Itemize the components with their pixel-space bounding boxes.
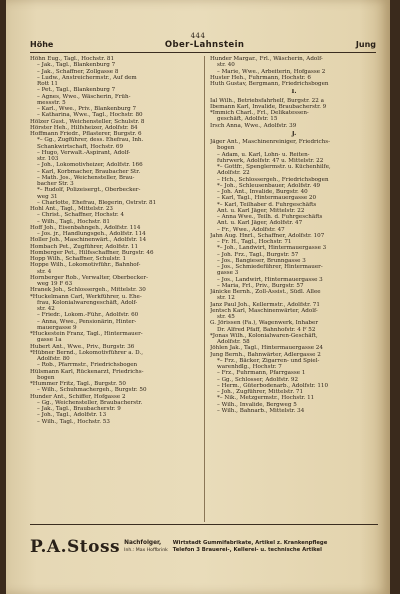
letter-heading: I. (291, 89, 297, 96)
directory-entry: Jentsch Karl, Maschinenwärter, Adolf- (210, 307, 318, 314)
directory-entry: Adolfstr. 22 (217, 170, 250, 177)
directory-entry: – Friedr., Lokom.-Führ., Adolfstr. 60 (37, 312, 139, 319)
directory-entry: Irsch Anna, Wwe., Adolfstr. 39 (210, 122, 297, 129)
directory-entry: str. 45 (217, 314, 235, 320)
directory-entry: *– Gottfr., Spenglermstr. u. Küchenhilfe, (217, 164, 331, 170)
directory-entry: Hunder Ant., Schiffer, Hofgasse 2 (30, 393, 126, 400)
ad-description (173, 540, 328, 554)
directory-entry: Hoffmann Friedr., Pflasterer, Burgstr. 6 (30, 131, 142, 137)
directory-entry: Ant. u. Karl Jäger, Adolfstr. 47 (217, 220, 303, 227)
directory-entry: Hranek Joh., Schlossergeh., Mittelstr. 30 (30, 287, 146, 294)
directory-entry: *– Nik., Metzgermstr., Hochstr. 11 (217, 395, 315, 402)
directory-entry: Hombach Pet., Zugführer, Adolfstr. 11 (30, 243, 139, 250)
directory-entry: – Jos., Schmiedeführer, Hintermauer- (217, 264, 323, 270)
directory-entry: – Joh. Ant., Invalide, Burgstr. 40 (217, 189, 308, 195)
directory-entry: – Jak., Schaffner, Zollgasse 8 (37, 68, 119, 75)
directory-entry: – Jos., Landwirt, Hintermauergasse 3 (217, 276, 323, 283)
directory-entry: – Katharina, Wwe., Tagl., Hochstr. 80 (37, 112, 143, 119)
directory-entry: Huster Heh., Fuhrmann, Hochstr. 6 (210, 74, 311, 81)
directory-entry: *Hummer Fritz, Tagl., Burgstr. 50 (30, 381, 126, 387)
directory-entry: – Joh., Zugführer, Mittelstr. 71 (217, 389, 304, 395)
directory-entry: weg 19 F 63 (37, 281, 73, 287)
directory-entry: Dr. Alfred Pfaff, Bahnhofstr. 4 F 52 (217, 326, 316, 333)
directory-entry: – Maria, Frl., Priv., Burgstr. 57 (217, 282, 304, 289)
directory-entry: – Ludw., Anstreichermstr., Auf dem (37, 74, 137, 81)
directory-page (6, 0, 390, 594)
directory-entry: – Wilh., Invalide, Bergweg 5 (217, 401, 297, 408)
directory-entry: – Marie, Wwe., Arbeiterin, Hofgasse 2 (217, 68, 326, 75)
directory-entry: Jänicke Bernh., Zoll-Assist., Südl. Allee (210, 289, 321, 295)
directory-entry: – Fr. H., Tagl., Hochstr. 71 (217, 239, 292, 245)
directory-entry: – Wilh., Tagl., Hochstr. 53 (37, 418, 110, 425)
directory-entry: – Karl., Wwe., Priv., Blankenburg 7 (37, 106, 137, 112)
directory-entry: – Jak., Tagl., Braubacherstr. 9 (37, 406, 121, 412)
directory-columns (30, 56, 378, 522)
directory-entry: str. 4 (37, 268, 52, 275)
directory-entry: Hornberger Rob., Verwalter, Oberbecker- (30, 274, 148, 281)
directory-entry: – Math. Jos., Weichensteller, Brau- (37, 174, 135, 181)
directory-entry: – Gg., Weichensteller, Braubacherstr. (37, 399, 143, 406)
directory-entry: Hölzer Gust., Weichensteller, Schulstr. 8 (30, 118, 145, 125)
ad-successor-label: Nachfolger, (124, 540, 162, 546)
directory-entry: Ant. u. Karl Jäger, Mittelstr. 22 (217, 207, 305, 214)
directory-entry: weg 31 (37, 193, 58, 200)
header-title: Ober-Lahnstein (164, 40, 245, 50)
directory-entry: – Joh., Lokomotivheizer, Adolfstr. 166 (37, 162, 143, 169)
ad-brand: P.A.Stoss (30, 537, 121, 557)
left-column (30, 56, 198, 522)
directory-entry: – Anna, Wwe., Pensionärin, Hinter- (37, 318, 137, 325)
directory-entry: – Wilh., Bahnarb., Mittelstr. 34 (217, 407, 305, 414)
directory-entry: *Hübner Bernd., Lokomotivführer a. D., (30, 349, 143, 356)
directory-entry: *– Gg., Zugführer, dess. Ehefrau, Inh. (37, 137, 144, 144)
ad-line-2: Telefon 3 Brauerei-, Kellerei- u. technische Artikel (172, 547, 322, 553)
directory-entry: *Huckelmann Carl, Werkführer, u. Ehe- (30, 293, 142, 300)
directory-entry: str. 42 (37, 306, 55, 312)
directory-entry: – Jos. jr., Handlungsgeh., Adolfstr. 114 (37, 231, 146, 237)
directory-entry: Schankwirtschaft, Hochstr. 69 (37, 143, 124, 150)
header-left-keyword: Höhe (30, 40, 54, 49)
directory-entry: Homberger Pet., Hilfsschaffner, Burgstr. 46 (30, 249, 154, 256)
directory-entry: – Rob., Pfarrmstr., Friedrichsbogen (37, 362, 138, 369)
directory-entry: gasse 3 (217, 270, 239, 277)
directory-entry: *– Karl, Teilhaber d. Fuhrgeschäfts (217, 201, 317, 208)
directory-entry: – Adam, u. Karl, Lohn- u. Reiten- (217, 151, 310, 158)
running-header (30, 40, 376, 53)
directory-entry: Rott 11 (37, 81, 58, 87)
directory-entry: *– Rudolf, Polizeisergt., Oberbecker- (37, 187, 141, 194)
directory-entry: Höhn Eug., Tagl., Hochstr. 81 (30, 56, 114, 62)
directory-entry: geschäft, Adolfstr. 15 (217, 116, 278, 123)
directory-entry: Hunder Margar., Frl., Wäscherin, Adolf- (210, 56, 323, 62)
directory-entry: – Jak., Tagl., Blankenburg 7 (37, 62, 116, 69)
directory-entry: – Hugo, Verwalt.-Aspirant, Adolf- (37, 149, 131, 156)
page-number: 444 (190, 32, 206, 40)
directory-entry: Huth Gustav, Bergmann, Friedrichsbogen (210, 81, 329, 87)
directory-entry: – Joh., Tagl., Adolfstr. 13 (37, 412, 107, 419)
directory-entry: – Herm., Güterbodenarb., Adolfstr. 110 (217, 382, 329, 389)
directory-entry: – Jos., Bangieser, Brunngasse 3 (217, 257, 306, 264)
header-right-keyword: Jung (355, 40, 376, 49)
directory-entry: – Fr., Wwe., Adolfstr. 47 (217, 226, 285, 233)
directory-entry: Hülsmann Karl, Rückenarzt, Friedrichs- (30, 368, 144, 375)
ad-successor (124, 540, 168, 554)
directory-entry: Hörster Heh., Hilfsheizer, Adolfstr. 84 (30, 124, 138, 131)
directory-entry: warenhdlg., Hochstr. 7 (217, 364, 282, 370)
directory-entry: Hoppe Wilh., Lokomotivführ., Bahnhof- (30, 262, 141, 269)
directory-entry: mauergasse 9 (37, 324, 77, 331)
directory-entry: – Karl, Tagl., Hintermauergasse 20 (217, 195, 317, 202)
directory-entry: bogen (37, 374, 55, 381)
directory-entry: *Jonas Wilh., Kolonialwaren-Geschäft, (210, 332, 318, 339)
ad-owner: Inh.: Max Hoffbrink (124, 548, 168, 553)
directory-entry: – Karl, Korbmacher, Braubacher Str. (37, 168, 141, 175)
directory-entry: – Wilh., Tagl., Hochstr. 81 (37, 218, 110, 225)
directory-entry: Hohl Ant., Tagl., Mittelstr. 23 (30, 206, 113, 212)
directory-entry: – Joh. Frz., Tagl., Burgstr. 57 (217, 251, 299, 258)
directory-entry: Ial Wilh., Betriebsfahrhelf, Burgstr. 22 a (210, 97, 324, 104)
directory-entry: frau, Kolonialwarengeschäft, Adolf- (37, 299, 138, 306)
directory-entry: – Christ., Schaffner, Hochstr. 4 (37, 212, 125, 219)
directory-entry: – Wilh., Schuhmachergeh., Burgstr. 50 (37, 387, 147, 394)
directory-entry: *Immich Charl., Frl., Delikatessen- (210, 110, 309, 116)
directory-entry: messstr. 5 (37, 99, 66, 106)
directory-entry: Jäger Ant., Maschinenreiniger, Friedrichs- (210, 139, 330, 145)
directory-entry: str. 12 (217, 295, 235, 302)
directory-entry: Adolfstr. 58 (217, 339, 250, 345)
directory-entry: fuhrwerk, Adolfstr. 47 u. Mittelstr. 22 (217, 157, 324, 164)
directory-entry: *Huckestein Franz, Tagl., Hintermauer- (30, 331, 143, 337)
directory-entry: Hopp Wilh., Schaffner, Schulstr. 1 (30, 256, 127, 262)
directory-entry: – Anna Wwe., Teilh. d. Fuhrgeschäfts (217, 214, 323, 220)
directory-entry: bacher Str. 3 (37, 181, 74, 187)
letter-heading: J. (291, 130, 297, 137)
directory-entry: bogen (217, 145, 235, 152)
directory-entry: Hubert Ant., Wwe., Priv., Burgstr. 36 (30, 343, 135, 350)
directory-entry: – Pet., Tagl., Blankenburg 7 (37, 87, 116, 94)
directory-entry: Holler Joh., Maschinenwärt., Adolfstr. 14 (30, 237, 147, 244)
directory-entry: str. 40 (217, 62, 235, 69)
ad-line-1: Wirtstadt Gummifabrikate, Artikel z. Krankenpflege (172, 540, 328, 546)
directory-entry: – Hch., Schlossergeh., Friedrichsbogen (217, 176, 329, 183)
directory-entry: *– Frz., Bäcker, Zigarren- und Spiel- (217, 357, 320, 364)
directory-entry: gasse 1a (37, 337, 62, 344)
directory-entry: Adolfstr. 80 (37, 356, 70, 362)
directory-entry: – Agnes, Wwe., Wäscherin, Früh- (37, 93, 131, 100)
directory-entry: G. Jörissen (Fa.), Wagenwerk, Inhaber (210, 320, 318, 327)
directory-entry: – Frz., Fuhrmann, Pfarrgasse 1 (217, 370, 306, 377)
right-column (204, 56, 378, 522)
directory-entry: Jahn Aug. Hnrl., Schaffner, Adolfstr. 107 (210, 232, 325, 239)
directory-entry: – Gg., Schlosser, Adolfstr. 92 (217, 376, 299, 383)
directory-entry: Jöhlen Jak., Tagl., Hintermauergasse 24 (210, 345, 323, 352)
directory-entry: Hoff Joh., Eisenbahngeh., Adolfstr. 114 (30, 224, 141, 231)
advertisement (30, 524, 378, 569)
directory-entry: *– Joh., Schleusenbauer, Adolfstr. 49 (217, 182, 321, 189)
directory-entry: Janz Paul Joh., Kellermstr., Adolfstr. 71 (210, 301, 320, 308)
directory-entry: str. 103 (37, 156, 59, 162)
directory-entry: *– Joh., Landwirt, Hintermauergasse 3 (217, 245, 327, 252)
directory-entry: – Charlotte, Ehefrau, Blegerin, Ostrstr. 81 (37, 199, 157, 206)
directory-entry: Jung Bernh., Bahnwärter, Adlergasse 2 (210, 351, 321, 358)
directory-entry: Ibemann Karl, Invalide, Braubacherstr. 9 (210, 103, 327, 110)
